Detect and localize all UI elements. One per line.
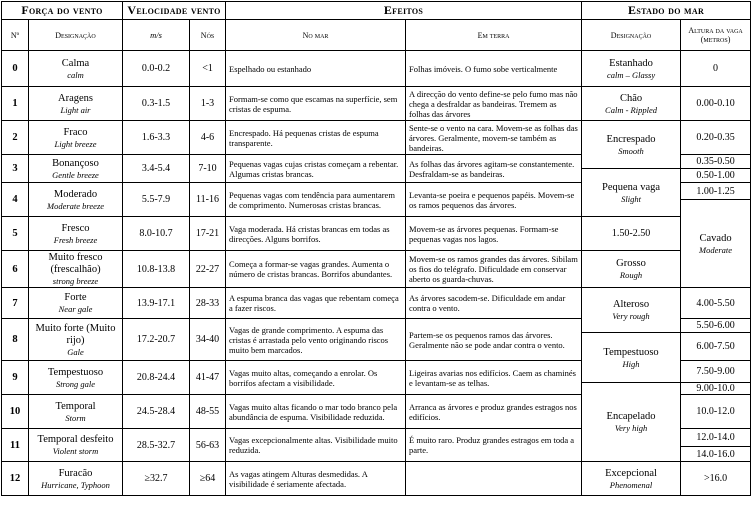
sea-state: Cavado Moderate <box>681 200 751 288</box>
header-wave-height: Altura da vaga (metros) <box>681 20 751 51</box>
sea-effect: Espelhado ou estanhado <box>226 51 406 87</box>
speed-ms: 24.5-28.4 <box>123 395 190 429</box>
force-name: Temporal Storm <box>29 395 123 429</box>
speed-ms: 5.5-7.9 <box>123 183 190 217</box>
force-number: 3 <box>2 155 29 183</box>
force-name: Muito fresco (frescalhão) strong breeze <box>29 251 123 288</box>
force-number: 4 <box>2 183 29 217</box>
land-effect: As árvores sacodem-se. Dificuldade em andar contra o vento. <box>406 288 582 319</box>
force-number: 6 <box>2 251 29 288</box>
wave-height: 9.00-10.0 <box>681 383 751 395</box>
wave-height: 6.00-7.50 <box>681 333 751 361</box>
sea-effect: Vagas de grande comprimento. A espuma das cristas é arrastada pelo vento originando riscos muito bem marcados. <box>226 319 406 361</box>
speed-ms: 0.3-1.5 <box>123 87 190 121</box>
header-at-sea: No mar <box>226 20 406 51</box>
force-number: 8 <box>2 319 29 361</box>
land-effect: Movem-se as árvores pequenas. Formam-se pequenas vagas nos lagos. <box>406 217 582 251</box>
header-sea-state: Estado do mar <box>582 2 751 20</box>
table-row <box>2 87 751 121</box>
sea-state: Alteroso Very rough <box>582 288 681 333</box>
sea-effect: Formam-se como que escamas na superfície, sem cristas de espuma. <box>226 87 406 121</box>
force-name: Fresco Fresh breeze <box>29 217 123 251</box>
speed-knots: 22-27 <box>190 251 226 288</box>
table-row <box>2 51 751 87</box>
land-effect: É muito raro. Produz grandes estragos em toda a parte. <box>406 429 582 462</box>
wave-height: 1.50-2.50 <box>582 217 681 251</box>
wave-height: 0.35-0.50 <box>681 155 751 169</box>
speed-ms: 13.9-17.1 <box>123 288 190 319</box>
wave-height: 5.50-6.00 <box>681 319 751 333</box>
speed-knots: 4-6 <box>190 121 226 155</box>
wave-height: 0.00-0.10 <box>681 87 751 121</box>
force-name: Fraco Light breeze <box>29 121 123 155</box>
land-effect: Partem-se os pequenos ramos das árvores. Geralmente não se pode andar contra o vento. <box>406 319 582 361</box>
land-effect: Arranca as árvores e produz grandes estragos nos edifícios. <box>406 395 582 429</box>
force-number: 2 <box>2 121 29 155</box>
table-row <box>2 288 751 319</box>
force-name: Calma calm <box>29 51 123 87</box>
sea-effect: Vagas excepcionalmente altas. Visibilidade muito reduzida. <box>226 429 406 462</box>
speed-knots: 34-40 <box>190 319 226 361</box>
wave-height: 0.20-0.35 <box>681 121 751 155</box>
speed-knots: 28-33 <box>190 288 226 319</box>
sea-state: Pequena vaga Slight <box>582 169 681 217</box>
sea-effect: A espuma branca das vagas que rebentam começa a fazer riscos. <box>226 288 406 319</box>
sea-state: Estanhado calm – Glassy <box>582 51 681 87</box>
table-row <box>2 121 751 138</box>
beaufort-table <box>1 1 751 496</box>
force-number: 11 <box>2 429 29 462</box>
wave-height: 0.50-1.00 <box>681 169 751 183</box>
sea-state: Chão Calm - Rippled <box>582 87 681 121</box>
sea-state: Tempestuoso High <box>582 333 681 383</box>
sea-effect: Vaga moderada. Há cristas brancas em todas as direcções. Alguns borrifos. <box>226 217 406 251</box>
force-number: 9 <box>2 361 29 395</box>
table-row <box>2 462 751 496</box>
wave-height: 4.00-5.50 <box>681 288 751 319</box>
land-effect: Movem-se os ramos grandes das árvores. Sibilam os fios do telégrafo. Dificuldade em conservar aberto os guarda-chuvas. <box>406 251 582 288</box>
table-row <box>2 251 751 288</box>
force-name: Forte Near gale <box>29 288 123 319</box>
force-number: 5 <box>2 217 29 251</box>
sea-state: Encapelado Very high <box>582 383 681 462</box>
wave-height: 14.0-16.0 <box>681 447 751 462</box>
speed-ms: 8.0-10.7 <box>123 217 190 251</box>
sea-effect: Vagas muito altas, começando a enrolar. Os borrifos afectam a visibilidade. <box>226 361 406 395</box>
table-row <box>2 217 751 251</box>
wave-height: 10.0-12.0 <box>681 395 751 429</box>
speed-knots: 41-47 <box>190 361 226 395</box>
land-effect: Levanta-se poeira e pequenos papéis. Movem-se os ramos pequenos das árvores. <box>406 183 582 217</box>
force-number: 7 <box>2 288 29 319</box>
header-effects: Efeitos <box>226 2 582 20</box>
header-on-land: Em terra <box>406 20 582 51</box>
speed-knots: 11-16 <box>190 183 226 217</box>
speed-knots: 56-63 <box>190 429 226 462</box>
force-name: Bonançoso Gentle breeze <box>29 155 123 183</box>
speed-knots: <1 <box>190 51 226 87</box>
wave-height: 0 <box>681 51 751 87</box>
speed-ms: 3.4-5.4 <box>123 155 190 183</box>
force-name: Temporal desfeito Violent storm <box>29 429 123 462</box>
header-knots: Nós <box>190 20 226 51</box>
force-name: Furacão Hurricane, Typhoon <box>29 462 123 496</box>
sea-state: Encrespado Smooth <box>582 121 681 169</box>
header-sea-designation: Designação <box>582 20 681 51</box>
sea-effect: Vagas muito altas ficando o mar todo branco pela abundância de espuma. Visibilidade reduzida. <box>226 395 406 429</box>
force-number: 0 <box>2 51 29 87</box>
header-ms: m/s <box>123 20 190 51</box>
land-effect: Folhas imóveis. O fumo sobe verticalmente <box>406 51 582 87</box>
header-designation: Designação <box>29 20 123 51</box>
speed-knots: 48-55 <box>190 395 226 429</box>
header-wind-force: Força do vento <box>2 2 123 20</box>
force-name: Muito forte (Muito rijo) Gale <box>29 319 123 361</box>
land-effect: Ligeiras avarias nos edifícios. Caem as chaminés e levantam-se as telhas. <box>406 361 582 395</box>
speed-ms: ≥32.7 <box>123 462 190 496</box>
wave-height: 1.00-1.25 <box>681 183 751 200</box>
land-effect: As folhas das árvores agitam-se constantemente. Desfraldam-se as bandeiras. <box>406 155 582 183</box>
land-effect <box>406 462 582 496</box>
sea-effect: Encrespado. Há pequenas cristas de espuma transparente. <box>226 121 406 155</box>
force-name: Tempestuoso Strong gale <box>29 361 123 395</box>
force-number: 12 <box>2 462 29 496</box>
speed-ms: 20.8-24.4 <box>123 361 190 395</box>
wave-height: 12.0-14.0 <box>681 429 751 447</box>
force-name: Moderado Moderate breeze <box>29 183 123 217</box>
speed-ms: 28.5-32.7 <box>123 429 190 462</box>
wave-height: >16.0 <box>681 462 751 496</box>
force-number: 10 <box>2 395 29 429</box>
force-name: Aragens Light air <box>29 87 123 121</box>
sea-effect: Pequenas vagas com tendência para aumentarem de comprimento. Numerosas cristas brancas. <box>226 183 406 217</box>
speed-ms: 17.2-20.7 <box>123 319 190 361</box>
speed-ms: 0.0-0.2 <box>123 51 190 87</box>
speed-knots: 7-10 <box>190 155 226 183</box>
speed-ms: 1.6-3.3 <box>123 121 190 155</box>
speed-knots: 1-3 <box>190 87 226 121</box>
sea-state: Excepcional Phenomenal <box>582 462 681 496</box>
sea-effect: Começa a formar-se vagas grandes. Aumenta o número de cristas brancas. Borrifos abundantes. <box>226 251 406 288</box>
header-wind-speed: Velocidade vento <box>123 2 226 20</box>
sea-effect: Pequenas vagas cujas cristas começam a rebentar. Algumas cristas brancas. <box>226 155 406 183</box>
wave-height: 7.50-9.00 <box>681 361 751 383</box>
speed-knots: 17-21 <box>190 217 226 251</box>
speed-ms: 10.8-13.8 <box>123 251 190 288</box>
sea-state: Grosso Rough <box>582 251 681 288</box>
speed-knots: ≥64 <box>190 462 226 496</box>
sea-effect: As vagas atingem Alturas desmedidas. A visibilidade é seriamente afectada. <box>226 462 406 496</box>
header-number: Nº <box>2 20 29 51</box>
land-effect: Sente-se o vento na cara. Movem-se as folhas das árvores. Geralmente, movem-se também as bandeiras. <box>406 121 582 155</box>
land-effect: A direcção do vento define-se pelo fumo mas não chega a desfraldar as bandeiras. Tremem as folhas das árvores <box>406 87 582 121</box>
force-number: 1 <box>2 87 29 121</box>
